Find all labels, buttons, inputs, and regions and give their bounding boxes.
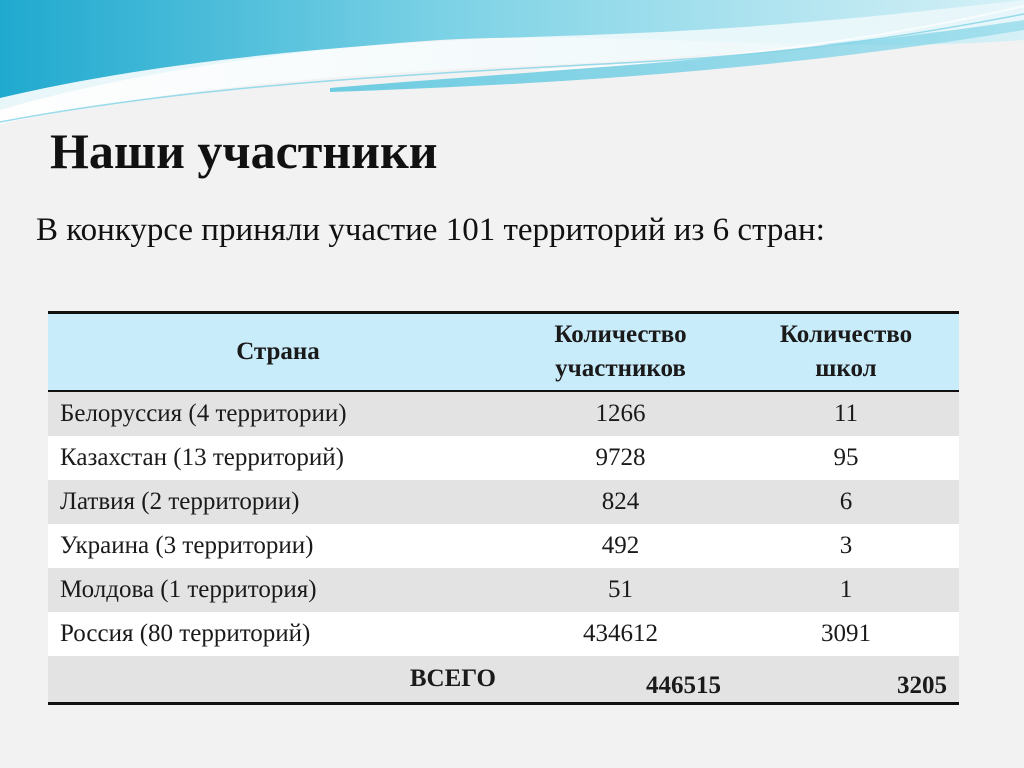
schools-cell: 95: [733, 436, 959, 480]
participants-cell: 434612: [508, 612, 733, 656]
header-schools: Количество школ: [733, 313, 959, 392]
header-participants: Количество участников: [508, 313, 733, 392]
country-cell: Молдова (1 территория): [48, 568, 508, 612]
schools-cell: 11: [733, 391, 959, 436]
participants-cell: 1266: [508, 391, 733, 436]
slide-title: Наши участники: [50, 123, 438, 179]
total-row: [48, 656, 959, 704]
header-country: Страна: [48, 313, 508, 392]
country-cell: Казахстан (13 территорий): [48, 436, 508, 480]
total-label: ВСЕГО: [48, 656, 508, 704]
participants-cell: 824: [508, 480, 733, 524]
slide-subtitle: В конкурсе приняли участие 101 территорий из 6 стран:: [36, 212, 825, 248]
country-cell: Латвия (2 территории): [48, 480, 508, 524]
country-cell: Украина (3 территории): [48, 524, 508, 568]
table-row: [48, 612, 959, 656]
table-row: [48, 436, 959, 480]
table-row: [48, 524, 959, 568]
table-row: [48, 391, 959, 436]
table-header-row: [48, 313, 959, 392]
participants-cell: 492: [508, 524, 733, 568]
participants-table: [48, 311, 959, 705]
total-participants: 446515: [508, 656, 733, 704]
schools-cell: 3: [733, 524, 959, 568]
schools-cell: 6: [733, 480, 959, 524]
participants-cell: 51: [508, 568, 733, 612]
total-schools: 3205: [733, 656, 959, 704]
schools-cell: 1: [733, 568, 959, 612]
country-cell: Россия (80 территорий): [48, 612, 508, 656]
table-row: [48, 480, 959, 524]
country-cell: Белоруссия (4 территории): [48, 391, 508, 436]
schools-cell: 3091: [733, 612, 959, 656]
wave-banner: [0, 0, 1024, 140]
participants-cell: 9728: [508, 436, 733, 480]
table-row: [48, 568, 959, 612]
